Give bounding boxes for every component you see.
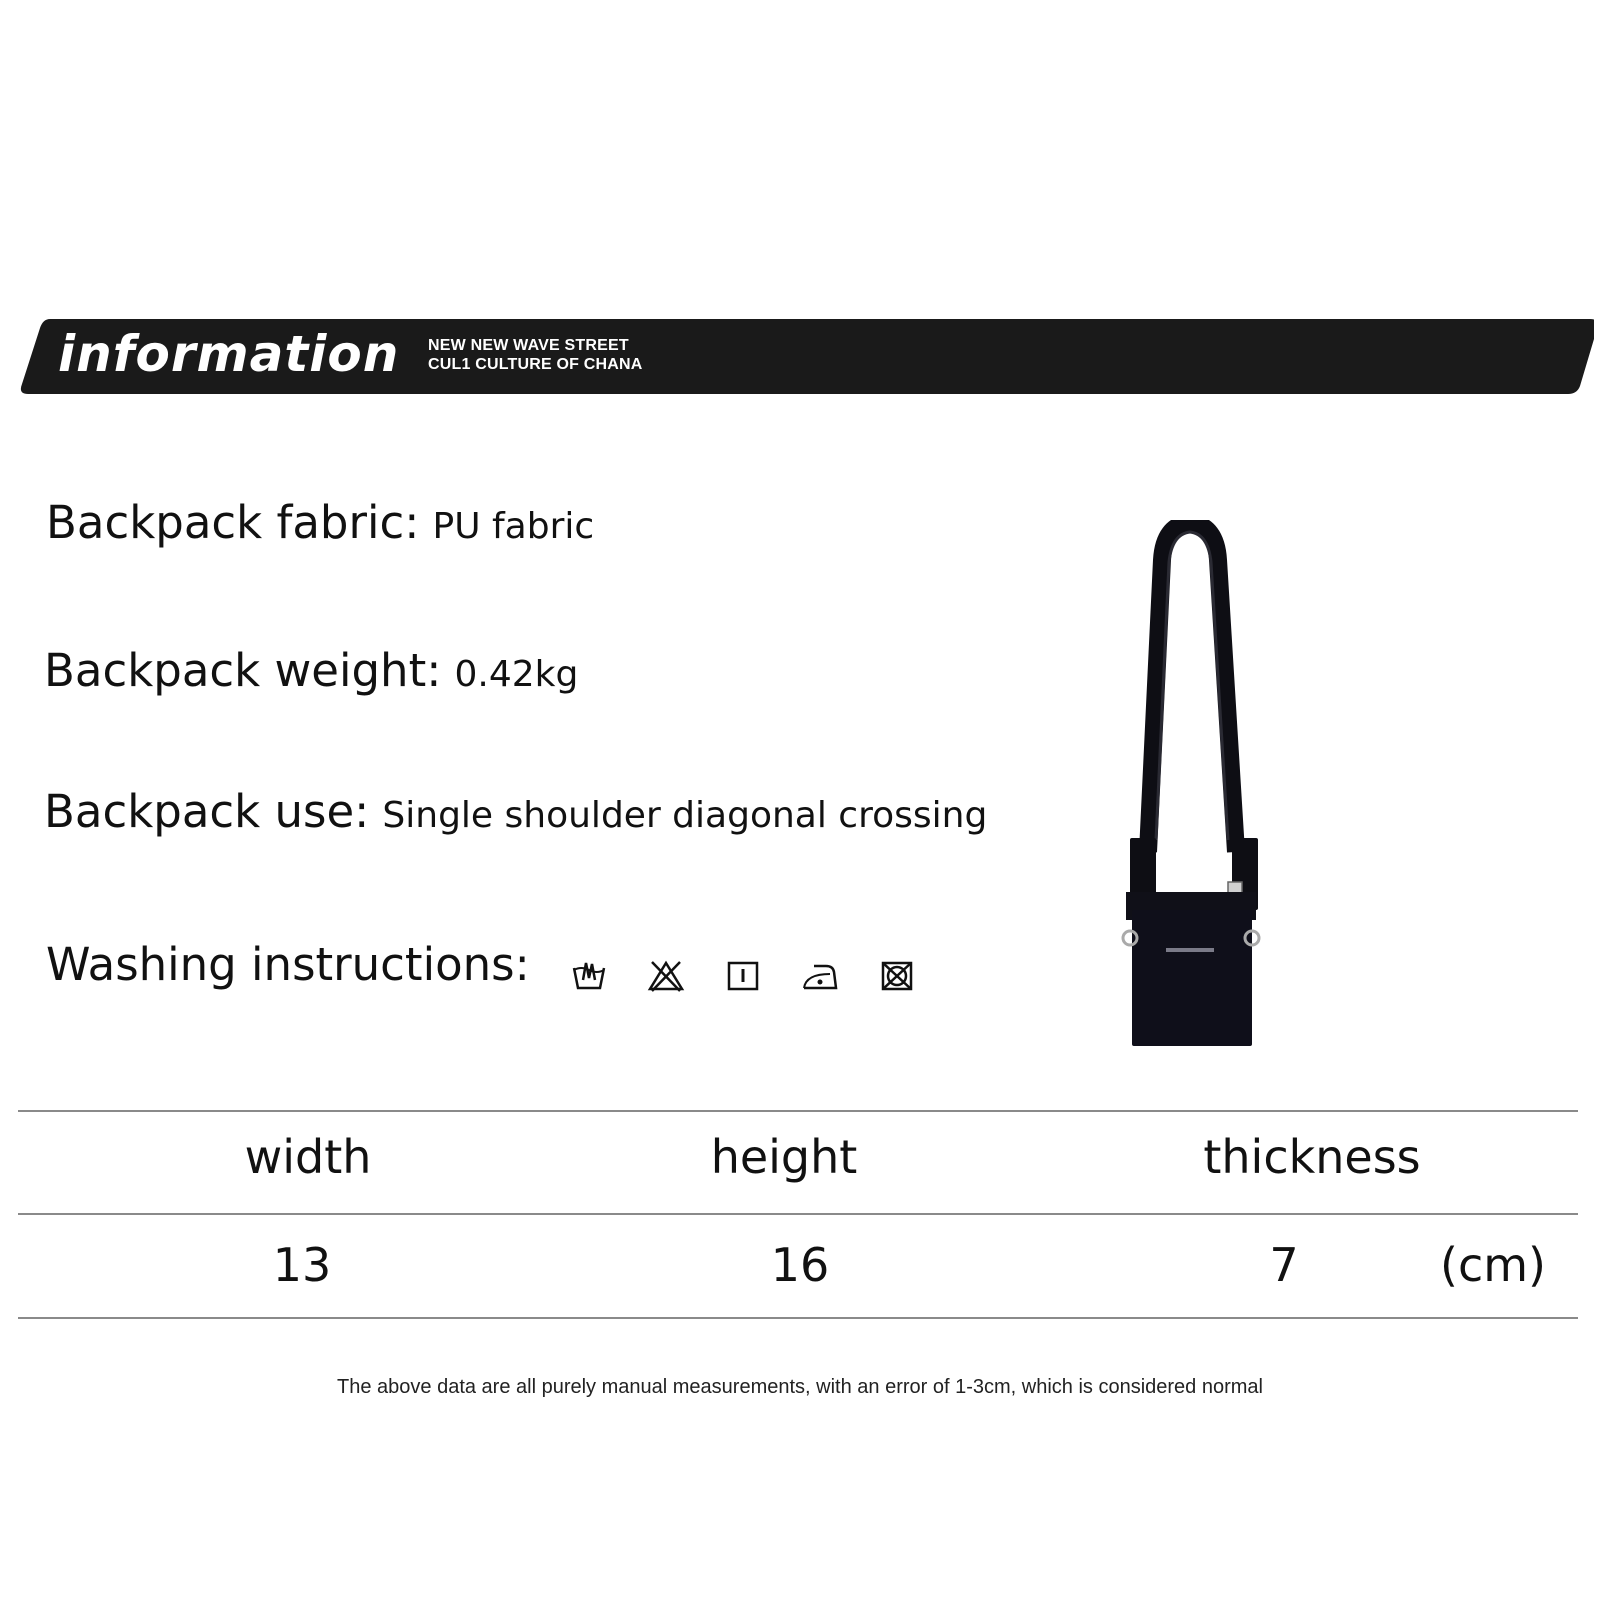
do-not-tumble-dry-icon bbox=[877, 958, 917, 994]
header-height: height bbox=[710, 1130, 858, 1184]
line-dry-icon bbox=[723, 958, 763, 994]
banner-title: information bbox=[58, 325, 400, 383]
table-top-rule bbox=[18, 1110, 1578, 1112]
banner-subtitle-line1: NEW NEW WAVE STREET bbox=[428, 337, 629, 354]
spec-fabric-label: Backpack fabric: bbox=[46, 496, 420, 549]
header-thickness: thickness bbox=[1203, 1130, 1421, 1184]
spec-use bbox=[44, 785, 987, 838]
measurement-note: The above data are all purely manual measurements, with an error of 1-3cm, which is considered normal bbox=[337, 1376, 1263, 1398]
banner-subtitle-line2: CUL1 CULTURE OF CHANA bbox=[428, 356, 643, 373]
spec-fabric-value: PU fabric bbox=[432, 506, 595, 547]
spec-washing-label: Washing instructions: bbox=[46, 938, 530, 991]
value-thickness: 7 bbox=[1269, 1238, 1299, 1292]
spec-washing bbox=[46, 938, 949, 994]
washing-icons bbox=[569, 958, 949, 994]
banner-subtitle bbox=[428, 336, 643, 374]
do-not-bleach-icon bbox=[646, 958, 686, 994]
value-height: 16 bbox=[770, 1238, 830, 1292]
table-middle-rule bbox=[18, 1213, 1578, 1215]
spec-use-value: Single shoulder diagonal crossing bbox=[382, 795, 988, 836]
info-banner bbox=[20, 316, 1594, 396]
unit-label: (cm) bbox=[1440, 1238, 1546, 1292]
spec-use-label: Backpack use: bbox=[44, 785, 370, 838]
spec-fabric bbox=[46, 496, 594, 549]
product-image bbox=[1120, 520, 1300, 1050]
hand-wash-icon bbox=[569, 958, 609, 994]
spec-weight-value: 0.42kg bbox=[454, 654, 579, 695]
header-width: width bbox=[244, 1130, 372, 1184]
spec-weight bbox=[44, 644, 578, 697]
spec-weight-label: Backpack weight: bbox=[44, 644, 442, 697]
value-width: 13 bbox=[272, 1238, 332, 1292]
low-iron-icon bbox=[800, 958, 840, 994]
table-bottom-rule bbox=[18, 1317, 1578, 1319]
